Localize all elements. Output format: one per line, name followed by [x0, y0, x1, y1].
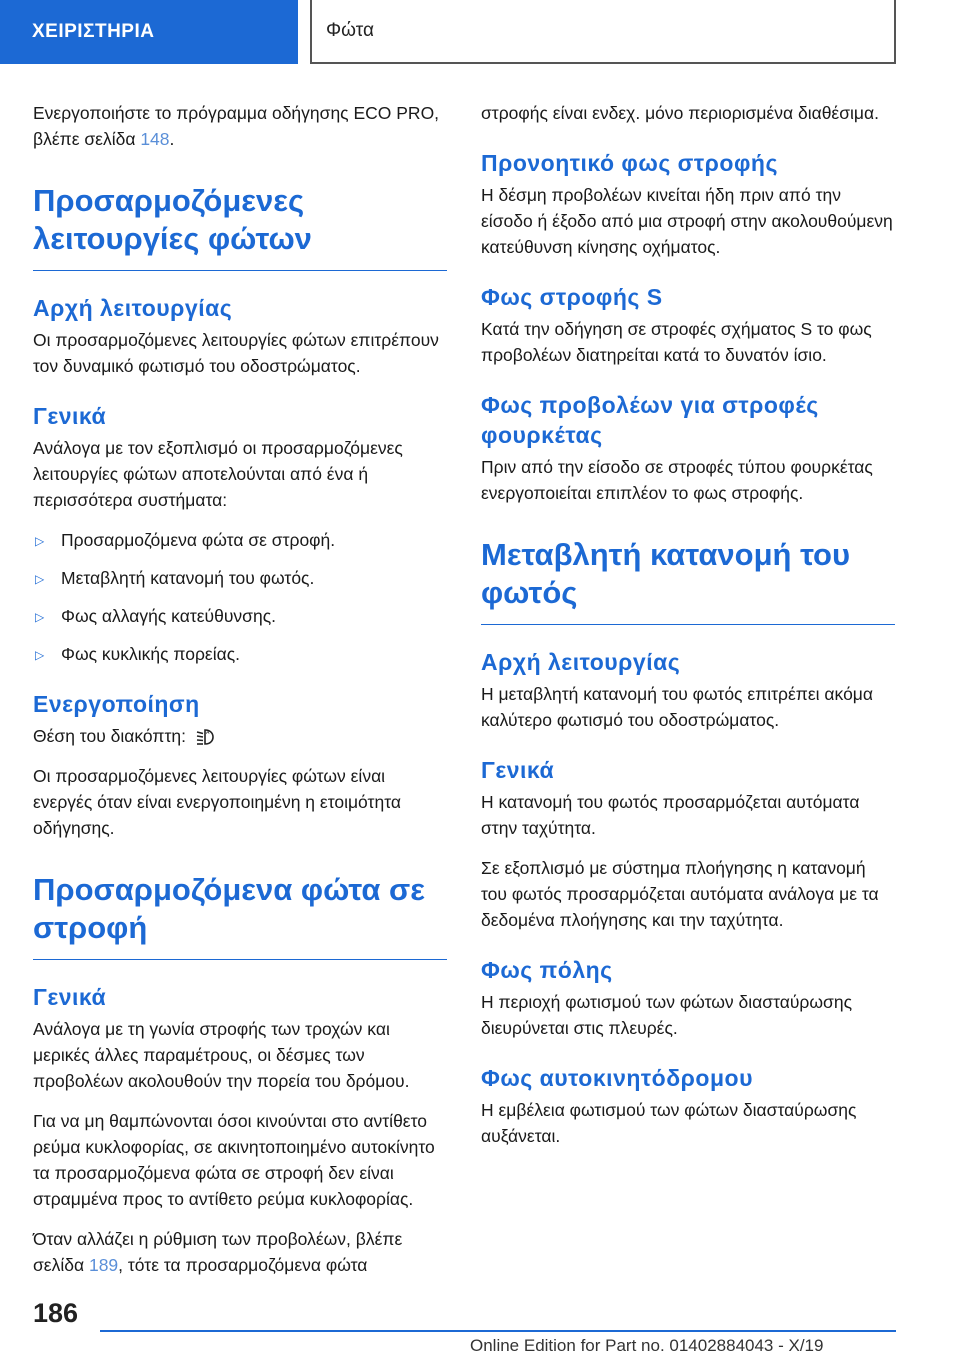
- list-item: ▷ Προσαρμοζόμενα φώτα σε στροφή.: [33, 527, 447, 553]
- heading-hairpin-light: Φως προβολέων για στροφές φουρκέτας: [481, 392, 819, 448]
- triangle-bullet-icon: ▷: [35, 572, 45, 586]
- paragraph-s-curve: Κατά την οδήγηση σε στροφές σχήματος S το φως προβολέων διατηρείται κατά το δυνατόν ίσιο.: [481, 319, 872, 365]
- left-column: [33, 100, 447, 1292]
- systems-list: [33, 527, 447, 667]
- paragraph-curve-2: Για να μη θαμπώνονται όσοι κινούνται στο αντίθετο ρεύμα κυκλοφορίας, σε ακινητοποιημένο αυτοκίνητο τα προσαρμοζόμενα φώτα σε στροφή δεν είναι στραμμένα προς το αντίθετο ρεύμα κυκλοφορίας.: [33, 1111, 435, 1209]
- list-item: ▷ Φως αλλαγής κατεύθυνσης.: [33, 603, 447, 629]
- triangle-bullet-icon: ▷: [35, 534, 45, 548]
- paragraph-general-variable-2: Σε εξοπλισμό με σύστημα πλοήγησης η κατανομή του φωτός προσαρμόζεται αυτόματα ανάλογα με τα δεδομένα πλοήγησης και την ταχύτητα.: [481, 858, 879, 930]
- paragraph-switch-position: Θέση του διακόπτη: A: [33, 723, 447, 749]
- heading-general: Γενικά: [33, 403, 107, 429]
- heading-predictive-curve-light: Προνοητικό φως στροφής: [481, 150, 778, 176]
- heading-motorway-light: Φως αυτοκινητόδρομου: [481, 1065, 753, 1091]
- heading-principle: Αρχή λειτουργίας: [33, 295, 233, 321]
- heading-adaptive-light-functions: Προσαρμοζόμενες λειτουργίες φώτων: [33, 182, 447, 271]
- headlight-auto-icon: [194, 726, 216, 748]
- paragraph-curve-1: Ανάλογα με τη γωνία στροφής των τροχών και μερικές άλλες παραμέτρους, οι δέσμες των προβολέων ακολουθούν την πορεία του δρόμου.: [33, 1019, 410, 1091]
- heading-variable-light-distribution: Μεταβλητή κατανομή του φωτός: [481, 536, 895, 625]
- paragraph-curve-3: Όταν αλλάζει η ρύθμιση των προβολέων, βλέπε σελίδα 189, τότε τα προσαρμοζόμενα φώτα: [33, 1229, 403, 1275]
- paragraph-city-light: Η περιοχή φωτισμού των φώτων διασταύρωσης διευρύνεται στις πλευρές.: [481, 992, 853, 1038]
- paragraph-predictive: Η δέσμη προβολέων κινείται ήδη πριν από την είσοδο ή έξοδο από μια στροφή στην ακολουθούμενη κατεύθυνση κίνησης οχήματος.: [481, 185, 893, 257]
- chapter-tab[interactable]: Φώτα: [310, 0, 896, 64]
- heading-s-curve-light: Φως στροφής S: [481, 284, 663, 310]
- paragraph-principle: Οι προσαρμοζόμενες λειτουργίες φώτων επιτρέπουν τον δυναμικό φωτισμό του οδοστρώματος.: [33, 330, 439, 376]
- list-item: ▷ Φως κυκλικής πορείας.: [33, 641, 447, 667]
- right-column: [481, 100, 895, 1163]
- paragraph-principle-variable: Η μεταβλητή κατανομή του φωτός επιτρέπει ακόμα καλύτερο φωτισμό του οδοστρώματος.: [481, 684, 873, 730]
- heading-principle-variable: Αρχή λειτουργίας: [481, 649, 681, 675]
- triangle-bullet-icon: ▷: [35, 610, 45, 624]
- paragraph-continued: στροφής είναι ενδεχ. μόνο περιορισμένα διαθέσιμα.: [481, 103, 879, 123]
- header-bar: [0, 0, 960, 66]
- paragraph-hairpin: Πριν από την είσοδο σε στροφές τύπου φουρκέτας ενεργοποιείται επιπλέον το φως στροφής.: [481, 457, 873, 503]
- page-number: 186: [33, 1298, 79, 1328]
- paragraph-general: Ανάλογα με τον εξοπλισμό οι προσαρμοζόμενες λειτουργίες φώτων αποτελούνται από ένα ή περισσότερα συστήματα:: [33, 438, 403, 510]
- intro-paragraph: Ενεργοποιήστε το πρόγραμμα οδήγησης ECO PRO, βλέπε σελίδα 148.: [33, 103, 440, 149]
- triangle-bullet-icon: ▷: [35, 648, 45, 662]
- heading-city-light: Φως πόλης: [481, 957, 613, 983]
- svg-text:A: A: [206, 730, 210, 737]
- footer-divider: [100, 1330, 896, 1332]
- section-tab[interactable]: ΧΕΙΡΙΣΤΗΡΙΑ: [0, 0, 298, 64]
- list-item: ▷ Μεταβλητή κατανομή του φωτός.: [33, 565, 447, 591]
- heading-adaptive-curve-light: Προσαρμοζόμενα φώτα σε στροφή: [33, 871, 447, 960]
- heading-general-curve: Γενικά: [33, 984, 107, 1010]
- heading-activation: Ενεργοποίηση: [33, 691, 200, 717]
- page-link-148[interactable]: 148: [140, 129, 170, 149]
- heading-general-variable: Γενικά: [481, 757, 555, 783]
- paragraph-general-variable-1: Η κατανομή του φωτός προσαρμόζεται αυτόματα στην ταχύτητα.: [481, 792, 860, 838]
- page-link-189[interactable]: 189: [88, 1255, 119, 1275]
- footer-edition: Online Edition for Part no. 01402884043 - X/19: [470, 1336, 824, 1355]
- paragraph-motorway-light: Η εμβέλεια φωτισμού των φώτων διασταύρωσης αυξάνεται.: [481, 1100, 857, 1146]
- paragraph-activation: Οι προσαρμοζόμενες λειτουργίες φώτων είναι ενεργές όταν είναι ενεργοποιημένη η ετοιμότητα οδήγησης.: [33, 766, 401, 838]
